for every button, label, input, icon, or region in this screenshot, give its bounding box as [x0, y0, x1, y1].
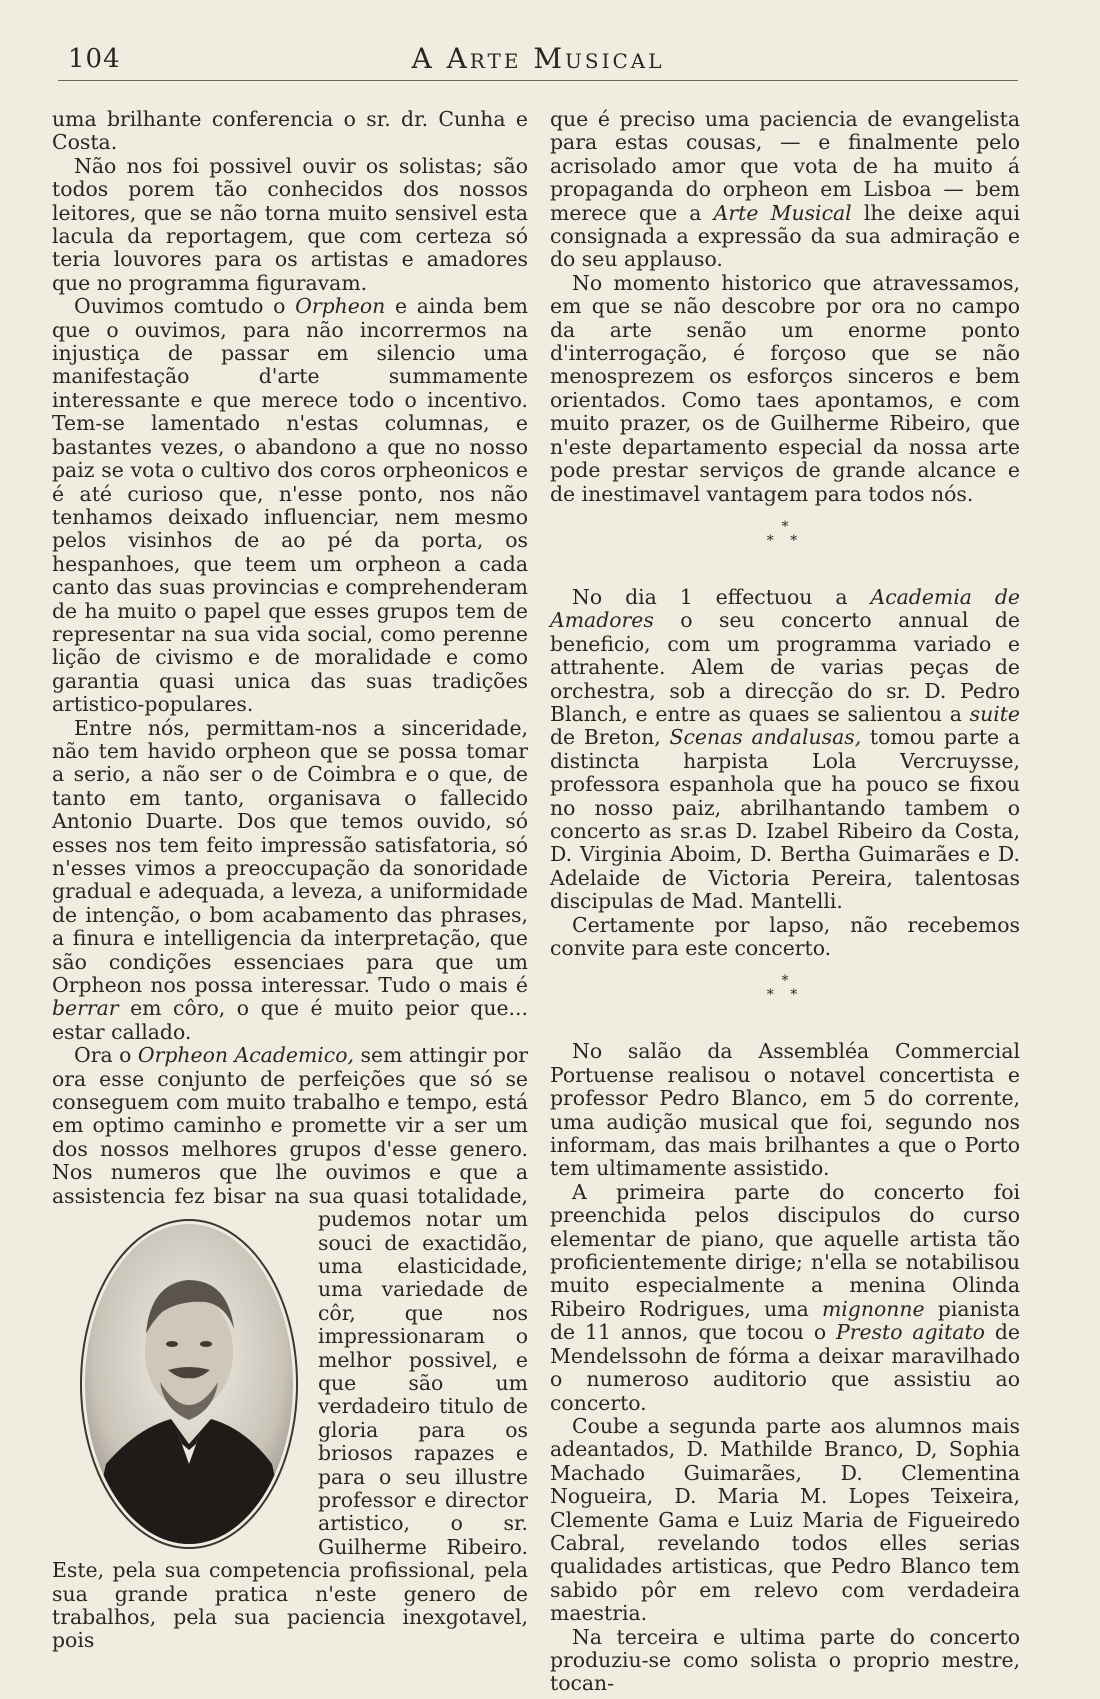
- header-rule: [58, 80, 1018, 81]
- page-header: [58, 38, 1018, 74]
- paragraph: Coube a segunda parte aos alumnos mais adeantados, D. Mathilde Branco, D, Sophia Machado Guimarães, D. Clementina Nogueira, D. Maria M. Lopes Teixeira, Clemente Gama e Luiz Maria de Figueiredo Cabral, revelando todos elles serias qualidades artisticas, que Pedro Blanco tem sabido pôr em relevo com verdadeira maestria.: [550, 1413, 1020, 1626]
- paragraph: Na terceira e ultima parte do concerto produziu-se como solista o proprio mestre, tocan-: [550, 1624, 1020, 1696]
- paragraph: No dia 1 effectuou a Academia de Amadores o seu concerto annual de beneficio, com um programma variado e attrahente. Alem de varias peças de orchestra, sob a direcção do sr. D. Pedro Blanch, e entre as quaes se salientou a suite de Breton, Scenas andalusas, tomou parte a distincta harpista Lola Vercruysse, professora espanhola que ha pouco se fixou no nosso paiz, abrilhantando tambem o concerto as sr.as D. Izabel Ribeiro da Costa, D. Virginia Aboim, D. Bertha Guimarães e D. Adelaide de Victoria Pereira, talentosas discipulas de Mad. Mantelli.: [550, 584, 1020, 914]
- right-column: [550, 108, 1020, 1696]
- paragraph: que é preciso uma paciencia de evangelista para estas cousas, — e finalmente pelo acrisolado amor que vota de ha muito á propaganda do orpheon em Lisboa — bem merece que a Arte Musical lhe deixe aqui consignada a expressão da sua admiração e do seu applauso.: [550, 107, 1020, 272]
- running-title: A Arte Musical: [411, 42, 665, 75]
- section-divider-asterisks: * * *: [766, 518, 804, 549]
- portrait-photo: [76, 1214, 302, 1554]
- paragraph: Ouvimos comtudo o Orpheon e ainda bem que o ouvimos, para não incorrermos na injustiça de passar em silencio uma manifestação d'arte summamente interessante e que merece todo o incentivo. Tem-se lamentado n'estas columnas, e bastantes vezes, o abandono a que no nosso paiz se vota o cultivo dos coros orpheonicos e é até curioso que, n'esse ponto, nos não tenhamos deixado influenciar, nem mesmo pelos visinhos de ao pé da porta, os hespanhoes, que teem um orpheon a cada canto das suas provincias e comprehenderam de ha muito o papel que esses grupos tem de representar na sua vida social, como perenne lição de civismo e de moralidade e como garantia quasi unica das suas tradições artistico-populares.: [52, 294, 528, 717]
- paragraph: Não nos foi possivel ouvir os solistas; são todos porem tão conhecidos dos nossos leitores, que se não torna muito sensivel esta lacula da reportagem, que com certeza só teria louvores para os artistas e amadores que no programma figuravam.: [52, 153, 528, 295]
- paragraph: A primeira parte do concerto foi preenchida pelos discipulos do curso elementar de piano, que aquelle artista tão proficientemente dirige; n'ella se notabilisou muito especialmente a menina Olinda Ribeiro Rodrigues, uma mignonne pianista de 11 annos, que tocou o Presto agitato de Mendelssohn de fórma a deixar maravilhado o numeroso auditorio que assistiu ao concerto.: [550, 1179, 1020, 1415]
- paragraph: Ora o Orpheon Academico, sem attingir por ora esse conjunto de perfeições que só se conseguem com muito trabalho e tempo, está em optimo caminho e promette vir a ser um dos nossos melhores grupos d'esse genero. Nos numeros que lhe ouvimos e que a assistencia fez bisar na sua quasi totalidade, pudemos notar um souci de exactidão, uma elasticidade, uma variedade de côr, que nos impressionaram o melhor possivel, e que são um verdadeiro titulo de gloria para os briosos rapazes e para o seu illustre professor e director artistico, o sr. Guilherme Ribeiro. Este, pela sua competencia profissional, pela sua grande pratica n'este genero de trabalhos, pela sua paciencia inexgotavel, pois: [52, 1043, 528, 1653]
- left-column: [52, 108, 528, 1653]
- paragraph: uma brilhante conferencia o sr. dr. Cunha e Costa.: [52, 107, 528, 155]
- paragraph: No momento historico que atravessamos, em que se não descobre por ora no campo da arte senão um enorme ponto d'interrogação, é forçoso que se não menosprezem os esforços sinceros e bem orientados. Como taes apontamos, e com muito prazer, os de Guilherme Ribeiro, que n'este departamento especial da nossa arte pode prestar serviços de grande alcance e de inestimavel vantagem para todos nós.: [550, 270, 1020, 506]
- page-number: 104: [68, 44, 121, 74]
- section-divider-asterisks: * * *: [766, 973, 804, 1004]
- paragraph: Entre nós, permittam-nos a sinceridade, não tem havido orpheon que se possa tomar a serio, a não ser o de Coimbra e o que, de tanto em tanto, organisava o fallecido Antonio Duarte. Dos que temos ouvido, só esses nos tem feito impressão satisfatoria, só n'esses vimos a preoccupação da sonoridade gradual e adequada, a leveza, a uniformidade de intenção, o bom acabamento das phrases, a finura e intelligencia da interpretação, que são condições essenciaes para que um Orpheon nos possa interessar. Tudo o mais é berrar em côro, o que é muito peior que... estar callado.: [52, 715, 528, 1044]
- paragraph: No salão da Assembléa Commercial Portuense realisou o notavel concertista e professor Pedro Blanco, em 5 do corrente, uma audição musical que foi, segundo nos informam, das mais brilhantes a que o Porto tem ultimamente assistido.: [550, 1039, 1020, 1181]
- paragraph: Certamente por lapso, não recebemos convite para este concerto.: [550, 912, 1020, 960]
